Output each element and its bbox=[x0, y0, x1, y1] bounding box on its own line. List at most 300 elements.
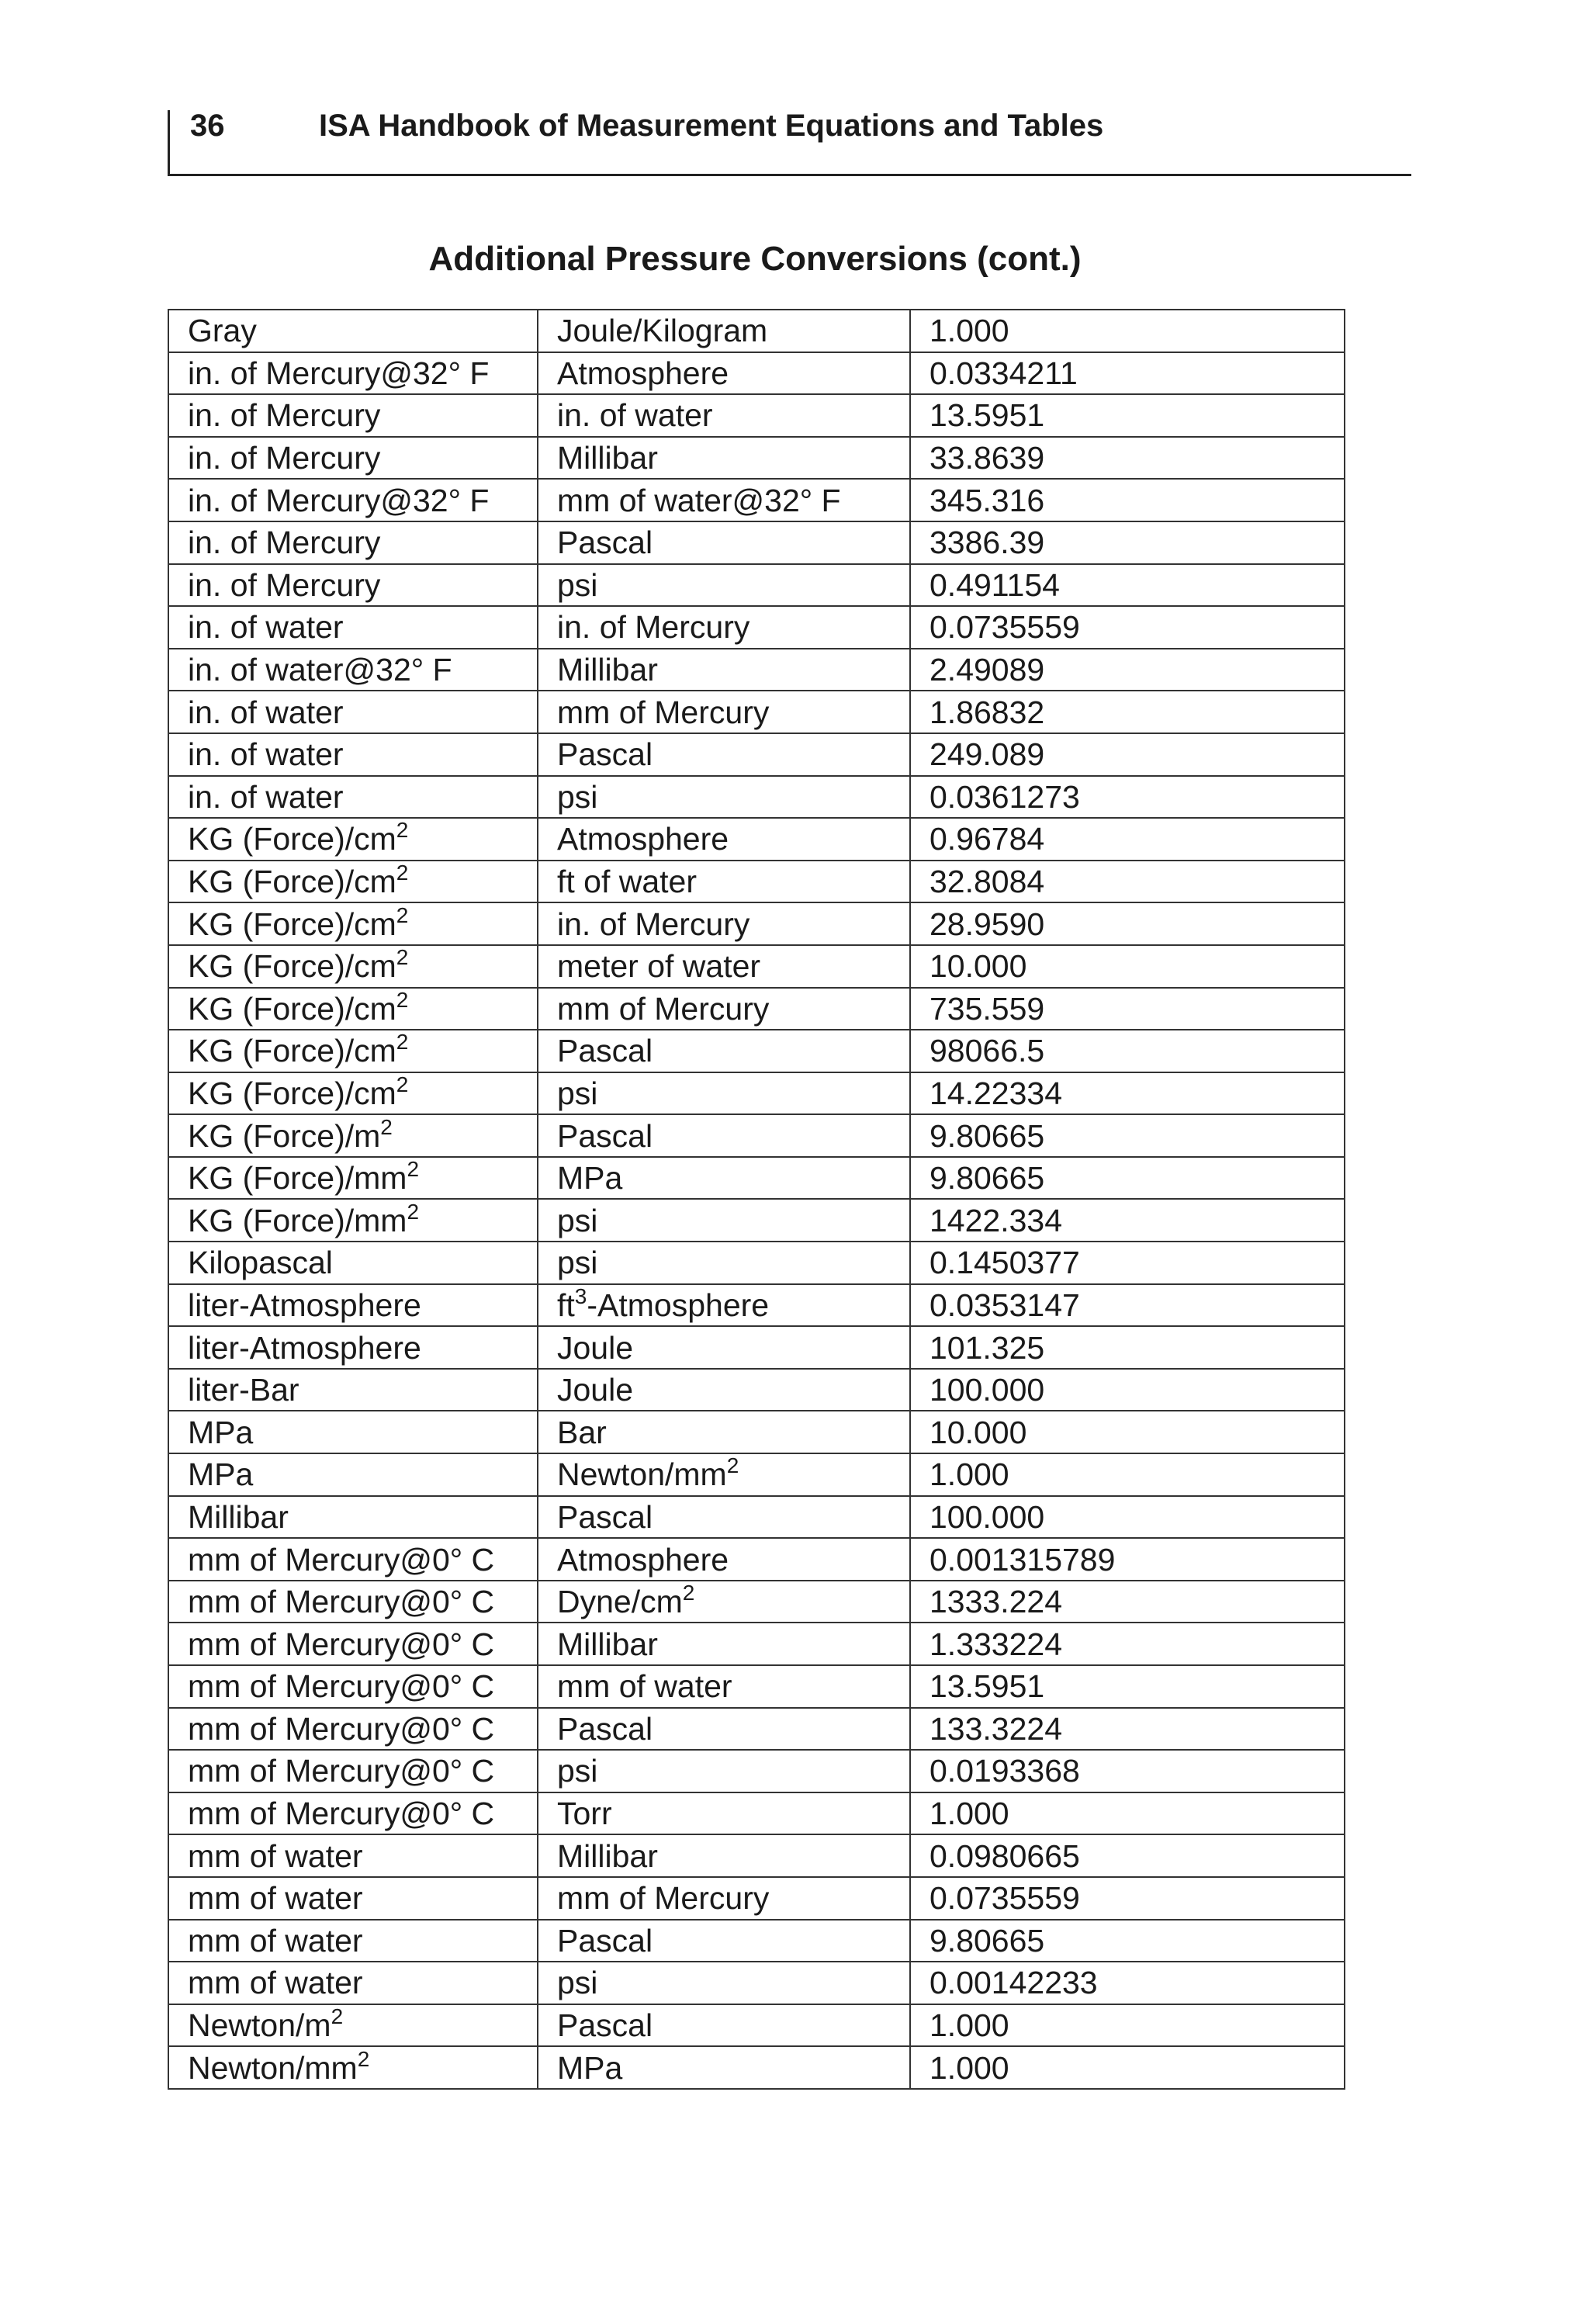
to-unit-cell-text: meter of water bbox=[557, 948, 761, 985]
table-row bbox=[168, 1581, 1345, 1623]
conversion-factor-cell bbox=[910, 1792, 1345, 1835]
from-unit-cell-text: in. of water bbox=[188, 736, 344, 773]
table-row bbox=[168, 1114, 1345, 1157]
conversion-factor-cell-text: 0.0735559 bbox=[930, 1880, 1080, 1917]
conversion-factor-cell bbox=[910, 1369, 1345, 1411]
from-unit-cell bbox=[168, 1369, 538, 1411]
from-unit-cell bbox=[168, 1411, 538, 1453]
to-unit-cell-text: MPa bbox=[557, 1160, 623, 1197]
from-unit-cell bbox=[168, 649, 538, 691]
to-unit-cell-text: Atmosphere bbox=[557, 355, 729, 391]
table-row bbox=[168, 1665, 1345, 1708]
to-unit-cell-text: in. of Mercury bbox=[557, 906, 750, 942]
superscript-exponent: 2 bbox=[331, 2004, 344, 2029]
to-unit-cell-text: Pascal bbox=[557, 1117, 653, 1154]
to-unit-cell bbox=[538, 1708, 910, 1751]
to-unit-cell-text: Pascal bbox=[557, 1710, 653, 1747]
from-unit-cell bbox=[168, 1877, 538, 1920]
from-unit-cell bbox=[168, 1538, 538, 1581]
conversion-factor-cell bbox=[910, 649, 1345, 691]
conversion-factor-cell-text: 0.0353147 bbox=[930, 1287, 1080, 1323]
from-unit-cell bbox=[168, 1157, 538, 1200]
from-unit-cell bbox=[168, 521, 538, 564]
table-body bbox=[168, 310, 1345, 2089]
from-unit-cell-text: mm of water bbox=[188, 1880, 363, 1917]
from-unit-cell-text: KG (Force)/mm bbox=[188, 1202, 407, 1238]
table-row bbox=[168, 1623, 1345, 1665]
conversion-factor-cell bbox=[910, 776, 1345, 819]
conversion-factor-cell bbox=[910, 2046, 1345, 2089]
conversion-factor-cell-text: 345.316 bbox=[930, 482, 1045, 518]
from-unit-cell bbox=[168, 1072, 538, 1115]
conversion-factor-cell bbox=[910, 1199, 1345, 1242]
conversion-factor-cell-text: 1.000 bbox=[930, 1796, 1009, 1832]
from-unit-cell-text: in. of water bbox=[188, 778, 344, 815]
from-unit-cell bbox=[168, 1114, 538, 1157]
from-unit-cell bbox=[168, 818, 538, 861]
superscript-exponent: 2 bbox=[407, 1157, 420, 1182]
conversion-factor-cell bbox=[910, 988, 1345, 1030]
to-unit-cell-text: psi bbox=[557, 778, 598, 815]
from-unit-cell-text: MPa bbox=[188, 1456, 254, 1493]
superscript-exponent: 2 bbox=[682, 1581, 695, 1605]
book-title: ISA Handbook of Measurement Equations and Tables bbox=[319, 109, 1104, 143]
from-unit-cell-text: mm of Mercury@0° C bbox=[188, 1710, 495, 1747]
table-row bbox=[168, 1792, 1345, 1835]
to-unit-cell bbox=[538, 1369, 910, 1411]
to-unit-cell bbox=[538, 1665, 910, 1708]
to-unit-cell-text: psi bbox=[557, 1075, 598, 1111]
to-unit-cell-text: in. of water bbox=[557, 397, 713, 434]
table-row bbox=[168, 691, 1345, 733]
to-unit-cell-text: Dyne/cm bbox=[557, 1584, 683, 1620]
conversion-factor-cell-text: 0.00142233 bbox=[930, 1965, 1098, 2001]
conversion-factor-cell-text: 32.8084 bbox=[930, 864, 1045, 900]
table-row bbox=[168, 564, 1345, 607]
from-unit-cell bbox=[168, 1708, 538, 1751]
conversion-factor-cell bbox=[910, 1411, 1345, 1453]
to-unit-cell bbox=[538, 310, 910, 352]
conversion-factor-cell-text: 0.491154 bbox=[930, 566, 1060, 603]
table-title: Additional Pressure Conversions (cont.) bbox=[428, 240, 1082, 278]
superscript-exponent: 3 bbox=[574, 1283, 587, 1308]
to-unit-cell bbox=[538, 1623, 910, 1665]
superscript-exponent: 2 bbox=[396, 1072, 409, 1096]
from-unit-cell bbox=[168, 352, 538, 395]
conversion-factor-cell bbox=[910, 1157, 1345, 1200]
conversion-factor-cell bbox=[910, 1114, 1345, 1157]
conversion-factor-cell bbox=[910, 1242, 1345, 1284]
table-row bbox=[168, 310, 1345, 352]
superscript-exponent: 2 bbox=[396, 1030, 409, 1055]
to-unit-cell bbox=[538, 1114, 910, 1157]
table-row bbox=[168, 1157, 1345, 1200]
conversion-factor-cell-text: 0.1450377 bbox=[930, 1245, 1080, 1281]
from-unit-cell bbox=[168, 564, 538, 607]
from-unit-cell bbox=[168, 945, 538, 988]
to-unit-cell bbox=[538, 1877, 910, 1920]
to-unit-cell-text: Bar bbox=[557, 1414, 607, 1450]
to-unit-cell bbox=[538, 1030, 910, 1072]
running-head bbox=[168, 110, 1411, 176]
to-unit-cell bbox=[538, 1072, 910, 1115]
conversion-factor-cell-text: 249.089 bbox=[930, 736, 1045, 773]
from-unit-cell bbox=[168, 1496, 538, 1539]
to-unit-cell bbox=[538, 733, 910, 776]
to-unit-cell bbox=[538, 1411, 910, 1453]
to-unit-cell bbox=[538, 394, 910, 437]
conversion-factor-cell bbox=[910, 861, 1345, 903]
conversion-factor-cell bbox=[910, 2004, 1345, 2047]
from-unit-cell-text: MPa bbox=[188, 1414, 254, 1450]
to-unit-cell bbox=[538, 861, 910, 903]
to-unit-cell-text: Millibar bbox=[557, 1837, 658, 1874]
conversion-factor-cell bbox=[910, 902, 1345, 945]
to-unit-cell-text: Newton/mm bbox=[557, 1456, 727, 1493]
conversion-factor-cell bbox=[910, 1665, 1345, 1708]
to-unit-cell-text: in. of Mercury bbox=[557, 609, 750, 646]
from-unit-cell-text: in. of Mercury@32° F bbox=[188, 482, 490, 518]
to-unit-cell bbox=[538, 945, 910, 988]
conversion-factor-cell bbox=[910, 521, 1345, 564]
conversion-factor-cell-text: 100.000 bbox=[930, 1498, 1045, 1535]
conversion-factor-cell-text: 100.000 bbox=[930, 1372, 1045, 1408]
from-unit-cell bbox=[168, 1199, 538, 1242]
from-unit-cell-text: in. of water bbox=[188, 694, 344, 730]
from-unit-cell bbox=[168, 1326, 538, 1369]
conversion-factor-cell bbox=[910, 1920, 1345, 1962]
to-unit-cell bbox=[538, 1157, 910, 1200]
from-unit-cell bbox=[168, 1242, 538, 1284]
to-unit-cell bbox=[538, 2046, 910, 2089]
from-unit-cell bbox=[168, 776, 538, 819]
conversion-factor-cell bbox=[910, 1538, 1345, 1581]
from-unit-cell bbox=[168, 691, 538, 733]
table-row bbox=[168, 1411, 1345, 1453]
from-unit-cell bbox=[168, 1834, 538, 1877]
from-unit-cell bbox=[168, 310, 538, 352]
conversion-factor-cell-text: 0.96784 bbox=[930, 821, 1045, 857]
from-unit-cell-text: liter-Atmosphere bbox=[188, 1287, 421, 1323]
table-row bbox=[168, 2046, 1345, 2089]
table-row bbox=[168, 1326, 1345, 1369]
to-unit-cell bbox=[538, 1199, 910, 1242]
to-unit-cell bbox=[538, 1581, 910, 1623]
from-unit-cell-text: mm of water bbox=[188, 1837, 363, 1874]
conversion-factor-cell-text: 1.000 bbox=[930, 1456, 1009, 1493]
table-row bbox=[168, 945, 1345, 988]
superscript-exponent: 2 bbox=[396, 818, 409, 843]
conversion-factor-cell-text: 1.000 bbox=[930, 313, 1009, 349]
to-unit-cell-text: Pascal bbox=[557, 1922, 653, 1959]
from-unit-cell-text: KG (Force)/cm bbox=[188, 1075, 396, 1111]
from-unit-cell-text: Newton/mm bbox=[188, 2049, 358, 2086]
conversion-factor-cell bbox=[910, 818, 1345, 861]
conversion-factor-cell-text: 14.22334 bbox=[930, 1075, 1063, 1111]
from-unit-cell bbox=[168, 1030, 538, 1072]
from-unit-cell-text: mm of Mercury@0° C bbox=[188, 1541, 495, 1578]
table-row bbox=[168, 1877, 1345, 1920]
from-unit-cell-text: mm of water bbox=[188, 1965, 363, 2001]
from-unit-cell bbox=[168, 606, 538, 649]
from-unit-cell-text: in. of Mercury@32° F bbox=[188, 355, 490, 391]
to-unit-cell bbox=[538, 1326, 910, 1369]
superscript-exponent: 2 bbox=[396, 902, 409, 927]
from-unit-cell-text: in. of water@32° F bbox=[188, 652, 452, 688]
conversion-factor-cell bbox=[910, 1496, 1345, 1539]
to-unit-cell-text: Atmosphere bbox=[557, 1541, 729, 1578]
from-unit-cell bbox=[168, 1665, 538, 1708]
table-row bbox=[168, 1708, 1345, 1751]
from-unit-cell-text: liter-Atmosphere bbox=[188, 1329, 421, 1366]
to-unit-cell bbox=[538, 1496, 910, 1539]
table-row bbox=[168, 352, 1345, 395]
to-unit-cell bbox=[538, 818, 910, 861]
from-unit-cell bbox=[168, 1962, 538, 2004]
conversion-factor-cell-text: 1.86832 bbox=[930, 694, 1045, 730]
to-unit-cell bbox=[538, 352, 910, 395]
to-unit-cell-text: Pascal bbox=[557, 1033, 653, 1069]
table-row bbox=[168, 606, 1345, 649]
conversion-factor-cell bbox=[910, 1072, 1345, 1115]
conversion-factor-cell-text: 9.80665 bbox=[930, 1117, 1045, 1154]
table-row bbox=[168, 902, 1345, 945]
to-unit-cell-text: mm of Mercury bbox=[557, 1880, 770, 1917]
pressure-conversion-table bbox=[168, 309, 1345, 2090]
to-unit-cell-text: psi bbox=[557, 1753, 598, 1789]
superscript-exponent: 2 bbox=[407, 1199, 420, 1224]
conversion-factor-cell-text: 0.0361273 bbox=[930, 778, 1080, 815]
to-unit-cell-text: psi bbox=[557, 1202, 598, 1238]
from-unit-cell-text: mm of Mercury@0° C bbox=[188, 1584, 495, 1620]
from-unit-cell bbox=[168, 2046, 538, 2089]
table-row bbox=[168, 394, 1345, 437]
from-unit-cell-text: KG (Force)/cm bbox=[188, 990, 396, 1027]
conversion-factor-cell-text: 10.000 bbox=[930, 948, 1027, 985]
table-row bbox=[168, 437, 1345, 480]
conversion-factor-cell bbox=[910, 310, 1345, 352]
conversion-factor-cell bbox=[910, 1581, 1345, 1623]
to-unit-cell bbox=[538, 521, 910, 564]
conversion-factor-cell-text: 9.80665 bbox=[930, 1922, 1045, 1959]
to-unit-cell-text: Millibar bbox=[557, 652, 658, 688]
from-unit-cell bbox=[168, 394, 538, 437]
to-unit-cell-text: Joule bbox=[557, 1329, 634, 1366]
from-unit-cell bbox=[168, 1792, 538, 1835]
from-unit-cell bbox=[168, 1920, 538, 1962]
from-unit-cell-text: mm of water bbox=[188, 1922, 363, 1959]
table-row bbox=[168, 1030, 1345, 1072]
conversion-factor-cell-text: 13.5951 bbox=[930, 1668, 1045, 1705]
table-row bbox=[168, 1920, 1345, 1962]
from-unit-cell bbox=[168, 1284, 538, 1327]
from-unit-cell-text: mm of Mercury@0° C bbox=[188, 1753, 495, 1789]
from-unit-cell-text: in. of Mercury bbox=[188, 566, 381, 603]
conversion-factor-cell-text: 10.000 bbox=[930, 1414, 1027, 1450]
conversion-factor-cell-text: 3386.39 bbox=[930, 525, 1045, 561]
to-unit-cell bbox=[538, 691, 910, 733]
conversion-factor-cell-text: 2.49089 bbox=[930, 652, 1045, 688]
from-unit-cell bbox=[168, 1750, 538, 1792]
to-unit-cell bbox=[538, 1242, 910, 1284]
to-unit-cell-text: Pascal bbox=[557, 2007, 653, 2044]
conversion-factor-cell-text: 98066.5 bbox=[930, 1033, 1045, 1069]
superscript-exponent: 2 bbox=[396, 945, 409, 970]
superscript-exponent: 2 bbox=[380, 1114, 393, 1139]
from-unit-cell bbox=[168, 1453, 538, 1496]
table-row bbox=[168, 1538, 1345, 1581]
table-row bbox=[168, 1750, 1345, 1792]
table-row bbox=[168, 988, 1345, 1030]
conversion-factor-cell bbox=[910, 564, 1345, 607]
from-unit-cell-text: mm of Mercury@0° C bbox=[188, 1796, 495, 1832]
to-unit-cell bbox=[538, 1792, 910, 1835]
superscript-exponent: 2 bbox=[357, 2046, 370, 2071]
from-unit-cell bbox=[168, 861, 538, 903]
to-unit-cell bbox=[538, 1750, 910, 1792]
conversion-factor-cell-text: 28.9590 bbox=[930, 906, 1045, 942]
conversion-factor-cell bbox=[910, 606, 1345, 649]
to-unit-cell-text: Pascal bbox=[557, 525, 653, 561]
to-unit-cell-text: Pascal bbox=[557, 736, 653, 773]
from-unit-cell bbox=[168, 437, 538, 480]
to-unit-cell bbox=[538, 2004, 910, 2047]
table-row bbox=[168, 861, 1345, 903]
conversion-factor-cell-text: 0.0193368 bbox=[930, 1753, 1080, 1789]
superscript-exponent: 2 bbox=[726, 1453, 739, 1478]
table-row bbox=[168, 479, 1345, 521]
conversion-factor-cell-text: 1.000 bbox=[930, 2007, 1009, 2044]
to-unit-cell-text: mm of Mercury bbox=[557, 990, 770, 1027]
conversion-factor-cell-text: 1.000 bbox=[930, 2049, 1009, 2086]
conversion-factor-cell bbox=[910, 1284, 1345, 1327]
from-unit-cell-text: in. of Mercury bbox=[188, 525, 381, 561]
table-row bbox=[168, 1199, 1345, 1242]
to-unit-cell-text: Joule/Kilogram bbox=[557, 313, 768, 349]
table-row bbox=[168, 521, 1345, 564]
table-row bbox=[168, 1834, 1345, 1877]
from-unit-cell-text: Kilopascal bbox=[188, 1245, 333, 1281]
conversion-factor-cell-text: 0.0334211 bbox=[930, 355, 1078, 391]
to-unit-cell-text: MPa bbox=[557, 2049, 623, 2086]
conversion-factor-cell-text: 133.3224 bbox=[930, 1710, 1063, 1747]
to-unit-cell-text: psi bbox=[557, 1245, 598, 1281]
conversion-factor-cell bbox=[910, 1623, 1345, 1665]
to-unit-cell-text: Atmosphere bbox=[557, 821, 729, 857]
conversion-factor-cell bbox=[910, 691, 1345, 733]
to-unit-cell bbox=[538, 649, 910, 691]
to-unit-cell bbox=[538, 902, 910, 945]
conversion-factor-cell bbox=[910, 1877, 1345, 1920]
conversion-factor-cell-text: 9.80665 bbox=[930, 1160, 1045, 1197]
table-row bbox=[168, 1496, 1345, 1539]
superscript-exponent: 2 bbox=[396, 861, 409, 885]
from-unit-cell bbox=[168, 1623, 538, 1665]
conversion-factor-cell-text: 0.001315789 bbox=[930, 1541, 1116, 1578]
table-row bbox=[168, 1284, 1345, 1327]
conversion-factor-cell bbox=[910, 479, 1345, 521]
table-row bbox=[168, 2004, 1345, 2047]
table-row bbox=[168, 1962, 1345, 2004]
conversion-factor-cell-text: 101.325 bbox=[930, 1329, 1045, 1366]
page-number: 36 bbox=[190, 109, 225, 143]
to-unit-cell-text: Millibar bbox=[557, 1626, 658, 1662]
to-unit-cell-text: Joule bbox=[557, 1372, 634, 1408]
from-unit-cell-text: KG (Force)/cm bbox=[188, 864, 396, 900]
to-unit-cell-text: mm of water@32° F bbox=[557, 482, 841, 518]
from-unit-cell-text: KG (Force)/cm bbox=[188, 906, 396, 942]
conversion-factor-cell-text: 1422.334 bbox=[930, 1202, 1063, 1238]
to-unit-cell-text: Torr bbox=[557, 1796, 612, 1832]
from-unit-cell-text: KG (Force)/cm bbox=[188, 948, 396, 985]
table-row bbox=[168, 1072, 1345, 1115]
conversion-factor-cell-text: 0.0980665 bbox=[930, 1837, 1080, 1874]
conversion-factor-cell bbox=[910, 1962, 1345, 2004]
table-row bbox=[168, 776, 1345, 819]
from-unit-cell bbox=[168, 733, 538, 776]
to-unit-cell-text: ft bbox=[557, 1287, 575, 1323]
to-unit-cell-text: Millibar bbox=[557, 440, 658, 476]
table-row bbox=[168, 1453, 1345, 1496]
to-unit-cell-suffix: -Atmosphere bbox=[587, 1287, 770, 1323]
conversion-factor-cell bbox=[910, 1326, 1345, 1369]
to-unit-cell-text: psi bbox=[557, 566, 598, 603]
conversion-factor-cell bbox=[910, 733, 1345, 776]
conversion-factor-cell bbox=[910, 394, 1345, 437]
conversion-factor-cell bbox=[910, 1834, 1345, 1877]
conversion-factor-cell-text: 13.5951 bbox=[930, 397, 1045, 434]
to-unit-cell bbox=[538, 479, 910, 521]
from-unit-cell-text: Newton/m bbox=[188, 2007, 331, 2044]
to-unit-cell bbox=[538, 988, 910, 1030]
conversion-factor-cell bbox=[910, 1030, 1345, 1072]
to-unit-cell bbox=[538, 606, 910, 649]
to-unit-cell-text: mm of water bbox=[557, 1668, 732, 1705]
from-unit-cell-text: liter-Bar bbox=[188, 1372, 299, 1408]
conversion-factor-cell bbox=[910, 437, 1345, 480]
from-unit-cell-text: KG (Force)/cm bbox=[188, 1033, 396, 1069]
from-unit-cell-text: mm of Mercury@0° C bbox=[188, 1668, 495, 1705]
conversion-factor-cell-text: 1333.224 bbox=[930, 1584, 1063, 1620]
from-unit-cell bbox=[168, 479, 538, 521]
table-row bbox=[168, 649, 1345, 691]
from-unit-cell-text: KG (Force)/m bbox=[188, 1117, 381, 1154]
from-unit-cell-text: mm of Mercury@0° C bbox=[188, 1626, 495, 1662]
to-unit-cell bbox=[538, 564, 910, 607]
conversion-factor-cell bbox=[910, 352, 1345, 395]
table-row bbox=[168, 818, 1345, 861]
to-unit-cell bbox=[538, 1834, 910, 1877]
from-unit-cell-text: in. of water bbox=[188, 609, 344, 646]
conversion-factor-cell-text: 1.333224 bbox=[930, 1626, 1063, 1662]
to-unit-cell-text: psi bbox=[557, 1965, 598, 2001]
to-unit-cell-text: ft of water bbox=[557, 864, 698, 900]
from-unit-cell bbox=[168, 1581, 538, 1623]
from-unit-cell-text: in. of Mercury bbox=[188, 440, 381, 476]
from-unit-cell-text: KG (Force)/mm bbox=[188, 1160, 407, 1197]
table-row bbox=[168, 1369, 1345, 1411]
conversion-factor-cell bbox=[910, 945, 1345, 988]
to-unit-cell bbox=[538, 437, 910, 480]
to-unit-cell bbox=[538, 1453, 910, 1496]
from-unit-cell-text: Gray bbox=[188, 313, 257, 349]
to-unit-cell bbox=[538, 1538, 910, 1581]
to-unit-cell bbox=[538, 1920, 910, 1962]
conversion-factor-cell bbox=[910, 1750, 1345, 1792]
to-unit-cell bbox=[538, 776, 910, 819]
conversion-factor-cell-text: 33.8639 bbox=[930, 440, 1045, 476]
from-unit-cell bbox=[168, 988, 538, 1030]
